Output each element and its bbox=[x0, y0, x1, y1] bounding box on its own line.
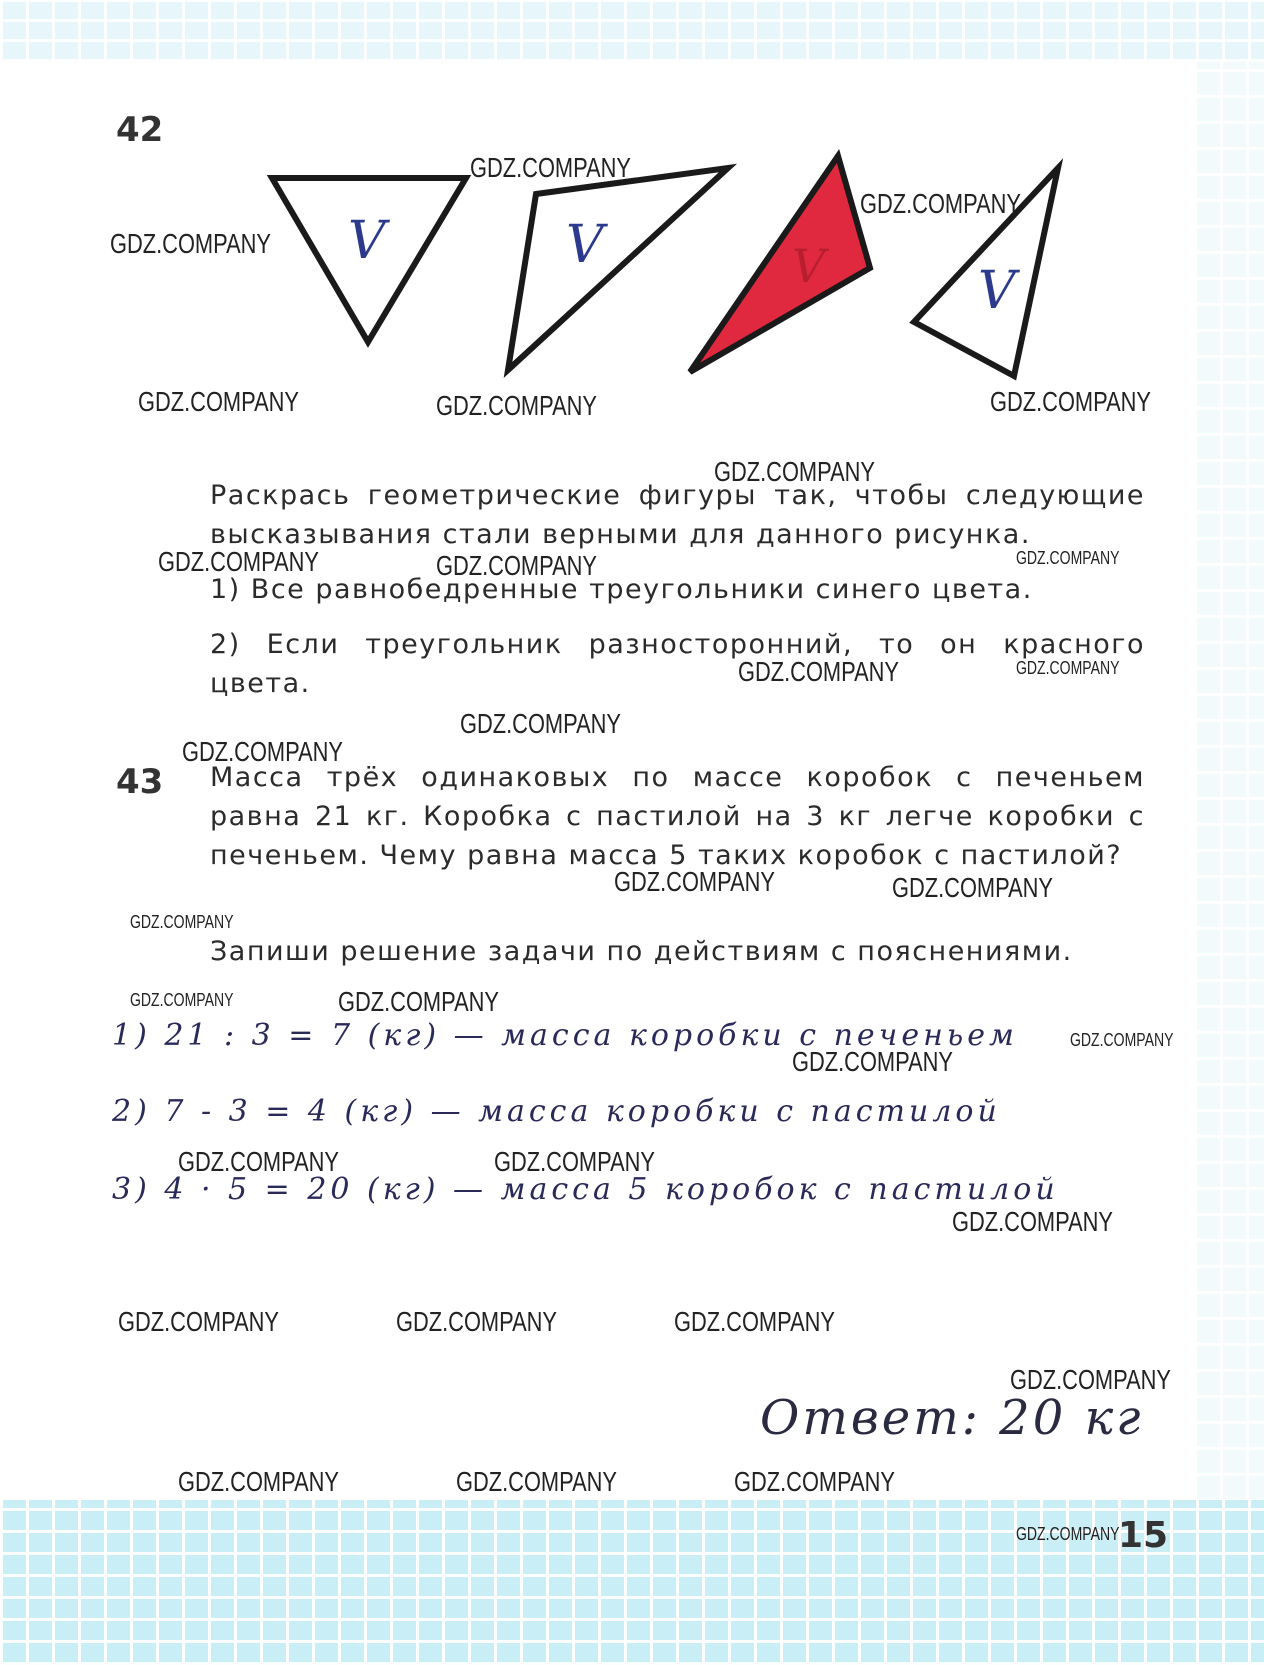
watermark: GDZ.COMPANY bbox=[436, 390, 597, 421]
watermark: GDZ.COMPANY bbox=[860, 188, 1021, 219]
watermark: GDZ.COMPANY bbox=[714, 456, 875, 487]
solution-step-1: 1) 21 : 3 = 7 (кг) — масса коробки с печеньем bbox=[112, 1018, 1018, 1053]
watermark: GDZ.COMPANY bbox=[1010, 1364, 1171, 1395]
watermark: GDZ.COMPANY bbox=[158, 546, 319, 577]
watermark: GDZ.COMPANY bbox=[470, 152, 631, 183]
page-number: 15 bbox=[1118, 1515, 1169, 1556]
watermark: GDZ.COMPANY bbox=[138, 386, 299, 417]
watermark: GDZ.COMPANY bbox=[792, 1046, 953, 1077]
task-number-43: 43 bbox=[116, 762, 164, 802]
watermark: GDZ.COMPANY bbox=[734, 1466, 895, 1497]
watermark: GDZ.COMPANY bbox=[952, 1206, 1113, 1237]
watermark: GDZ.COMPANY bbox=[182, 736, 343, 767]
answer: Ответ: 20 кг bbox=[760, 1390, 1144, 1446]
watermark: GDZ.COMPANY bbox=[614, 866, 775, 897]
check-mark-2: V bbox=[566, 215, 604, 275]
check-mark-4: V bbox=[978, 261, 1016, 321]
watermark: GDZ.COMPANY bbox=[1016, 658, 1120, 678]
watermark: GDZ.COMPANY bbox=[1016, 1524, 1120, 1544]
watermark: GDZ.COMPANY bbox=[460, 708, 621, 739]
solution-step-2: 2) 7 - 3 = 4 (кг) — масса коробки с пастилой bbox=[112, 1094, 1001, 1129]
task43-instruction: Запиши решение задачи по действиям с пояснениями. bbox=[210, 936, 1073, 967]
watermark: GDZ.COMPANY bbox=[1070, 1030, 1174, 1050]
watermark: GDZ.COMPANY bbox=[892, 872, 1053, 903]
watermark: GDZ.COMPANY bbox=[674, 1306, 835, 1337]
watermark: GDZ.COMPANY bbox=[110, 228, 271, 259]
watermark: GDZ.COMPANY bbox=[178, 1466, 339, 1497]
watermark: GDZ.COMPANY bbox=[436, 550, 597, 581]
task42-text: Раскрась геометрические фигуры так, чтобы следующие высказывания стали верными для данного рисунка. bbox=[210, 480, 1145, 550]
watermark: GDZ.COMPANY bbox=[494, 1146, 655, 1177]
task42-item-2: 2) Если треугольник разносторонний, то он красного цвета. bbox=[210, 629, 1145, 699]
task43-text: Масса трёх одинаковых по массе коробок с печеньем равна 21 кг. Коробка с пастилой на 3 кг легче коробки с печеньем. Чему равна масса 5 таких коробок с пастилой? bbox=[210, 762, 1145, 871]
watermark: GDZ.COMPANY bbox=[338, 986, 499, 1017]
watermark: GDZ.COMPANY bbox=[738, 656, 899, 687]
watermark: GDZ.COMPANY bbox=[118, 1306, 279, 1337]
watermark: GDZ.COMPANY bbox=[396, 1306, 557, 1337]
watermark: GDZ.COMPANY bbox=[990, 386, 1151, 417]
solution-step-3: 3) 4 · 5 = 20 (кг) — масса 5 коробок с пастилой bbox=[112, 1172, 1059, 1207]
task-number-42: 42 bbox=[116, 110, 164, 150]
task42-item-1: 1) Все равнобедренные треугольники синего цвета. bbox=[210, 574, 1033, 605]
check-mark-1: V bbox=[348, 211, 386, 271]
triangle-2 bbox=[508, 168, 728, 370]
watermark: GDZ.COMPANY bbox=[130, 912, 234, 932]
watermark: GDZ.COMPANY bbox=[178, 1146, 339, 1177]
check-mark-3: V bbox=[792, 239, 826, 293]
watermark: GDZ.COMPANY bbox=[130, 990, 234, 1010]
watermark: GDZ.COMPANY bbox=[1016, 548, 1120, 568]
triangles-figure bbox=[0, 0, 1264, 420]
triangle-3-red bbox=[690, 156, 870, 372]
watermark: GDZ.COMPANY bbox=[456, 1466, 617, 1497]
